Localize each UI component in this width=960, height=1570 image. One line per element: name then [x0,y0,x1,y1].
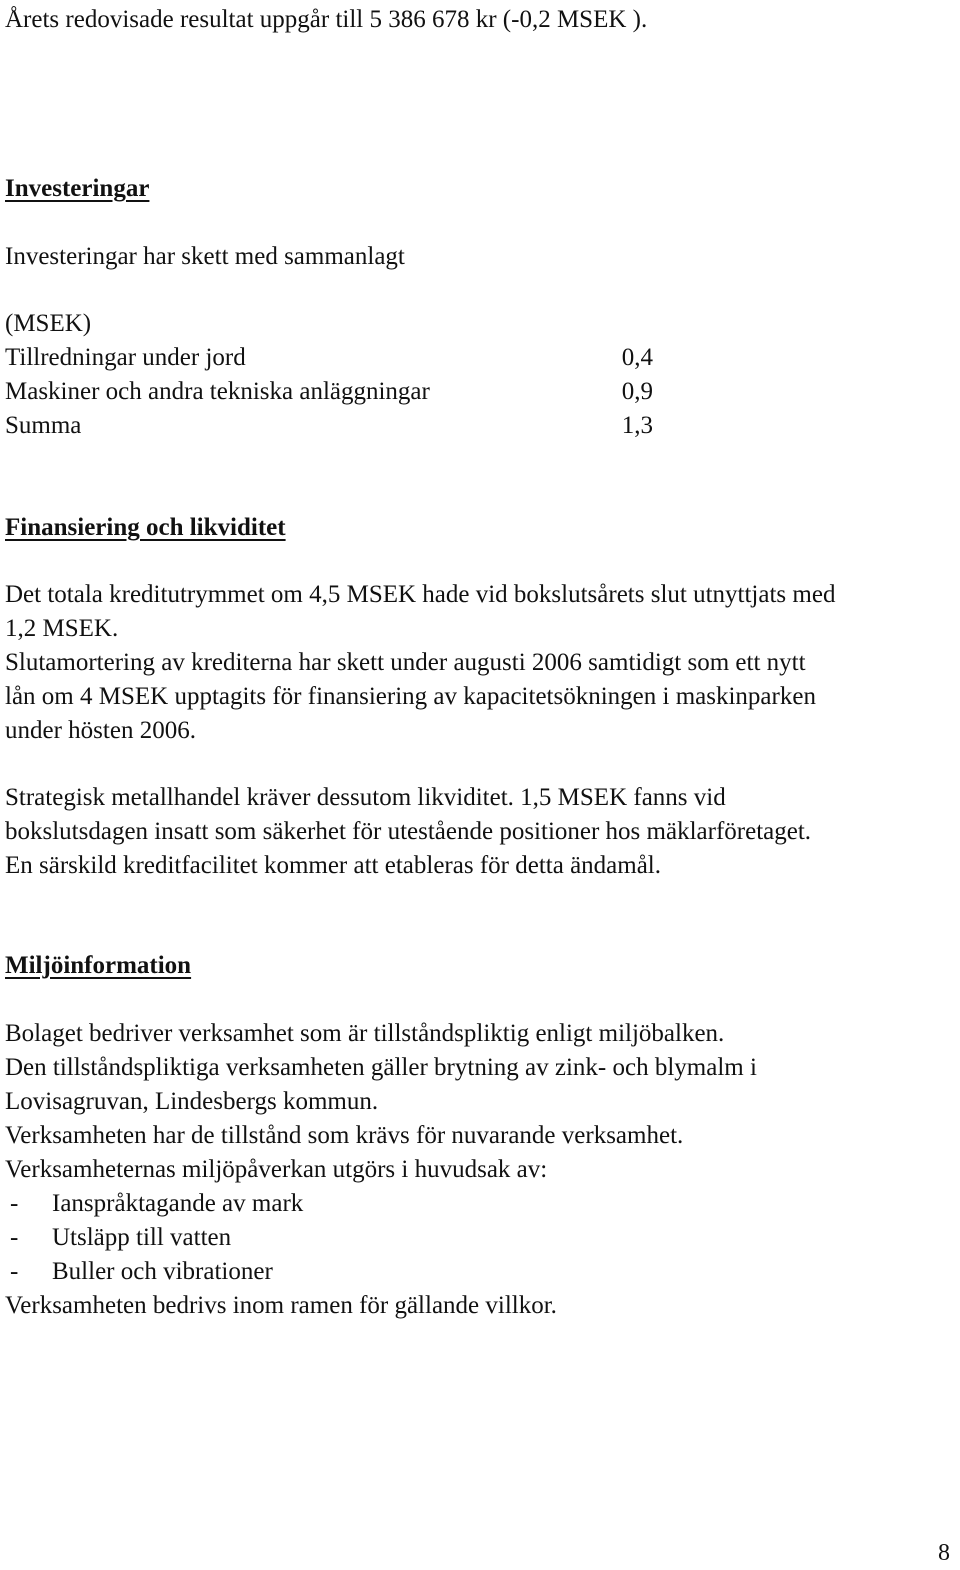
intro-text: Årets redovisade resultat uppgår till 5 386 678 kr (-0,2 MSEK ). [5,6,648,33]
miljo-line: Lovisagruvan, Lindesbergs kommun. [5,1088,379,1115]
miljo-line: Bolaget bedriver verksamhet som är tillståndspliktig enligt miljöbalken. [5,1020,725,1047]
heading-miljoinformation: Miljöinformation [5,952,192,979]
row-label: Summa [5,412,82,439]
row-value: 0,9 [621,378,653,405]
finansiering-line: bokslutsdagen insatt som säkerhet för utestående positioner hos mäklarföretaget. [5,818,812,845]
miljo-line: Verksamheternas miljöpåverkan utgörs i huvudsak av: [5,1156,548,1183]
page-number: 8 [938,1540,950,1566]
finansiering-line: 1,2 MSEK. [5,615,119,642]
finansiering-line: under hösten 2006. [5,717,196,744]
finansiering-line: Det totala kreditutrymmet om 4,5 MSEK hade vid bokslutsårets slut utnyttjats med [5,581,836,608]
row-value: 1,3 [621,412,653,439]
heading-finansiering: Finansiering och likviditet [5,514,286,541]
finansiering-line: lån om 4 MSEK upptagits för finansiering av kapacitetsökningen i maskinparken [5,683,816,710]
investeringar-lead: Investeringar har skett med sammanlagt [5,243,405,270]
row-label: Tillredningar under jord [5,344,246,371]
list-item-text: Ianspråktagande av mark [52,1190,304,1217]
bullet-marker: - [10,1190,19,1217]
heading-investeringar: Investeringar [5,175,150,202]
row-value: 0,4 [621,344,653,371]
table-unit: (MSEK) [5,310,92,337]
bullet-marker: - [10,1258,19,1285]
miljo-line: Verksamheten har de tillstånd som krävs för nuvarande verksamhet. [5,1122,684,1149]
list-item-text: Utsläpp till vatten [52,1224,232,1251]
row-label: Maskiner och andra tekniska anläggningar [5,378,430,405]
miljo-line: Den tillståndspliktiga verksamheten gäller brytning av zink- och blymalm i [5,1054,757,1081]
bullet-marker: - [10,1224,19,1251]
finansiering-line: Strategisk metallhandel kräver dessutom likviditet. 1,5 MSEK fanns vid [5,784,726,811]
miljo-closing: Verksamheten bedrivs inom ramen för gällande villkor. [5,1292,557,1319]
list-item-text: Buller och vibrationer [52,1258,273,1285]
finansiering-line: En särskild kreditfacilitet kommer att etableras för detta ändamål. [5,852,661,879]
finansiering-line: Slutamortering av krediterna har skett under augusti 2006 samtidigt som ett nytt [5,649,806,676]
